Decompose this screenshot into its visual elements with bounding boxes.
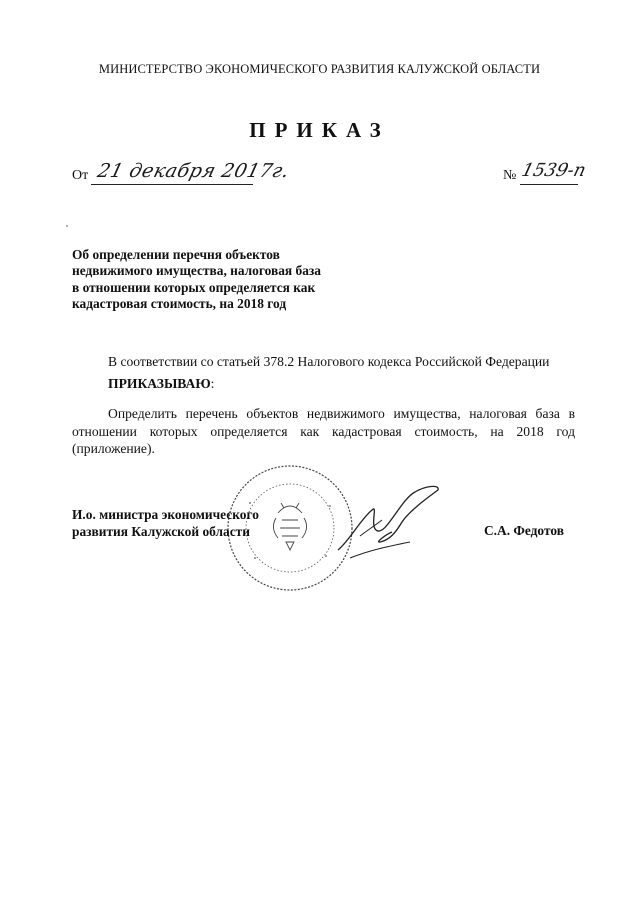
subject-line: недвижимого имущества, налоговая база — [72, 263, 321, 279]
date-prefix: От — [72, 168, 89, 183]
subject-line: в отношении которых определяется как — [72, 279, 316, 295]
order-subject — [72, 247, 372, 312]
handwritten-date: 21 декабря 2017г. — [95, 160, 292, 182]
signature-graphic — [330, 480, 450, 570]
ministry-header: МИНИСТЕРСТВО ЭКОНОМИЧЕСКОГО РАЗВИТИЯ КАЛУЖСКОЙ ОБЛАСТИ — [98, 62, 541, 76]
position-line: И.о. министра экономического — [72, 507, 259, 522]
number-prefix: № — [503, 168, 517, 183]
order-keyword-colon: : — [210, 376, 215, 391]
number-underline — [520, 184, 578, 185]
document-title: ПРИКАЗ — [249, 118, 390, 142]
subject-line: кадастровая стоимость, на 2018 год — [72, 295, 287, 311]
order-paragraph: Определить перечень объектов недвижимого имущества, налоговая база в отношении которых определяется как кадастровая стоимость, на 2018 год (приложение). — [72, 406, 575, 456]
handwritten-number: 1539-п — [519, 160, 589, 181]
signature-scribble — [330, 480, 450, 575]
scan-speck — [66, 225, 68, 227]
signatory-position — [72, 506, 312, 540]
order-keyword-text: ПРИКАЗЫВАЮ — [108, 376, 211, 391]
order-keyword — [108, 376, 214, 392]
subject-line: Об определении перечня объектов — [72, 247, 280, 262]
position-line: развития Калужской области — [72, 524, 250, 539]
legal-basis: В соответствии со статьей 378.2 Налогового кодекса Российской Федерации — [108, 354, 550, 369]
signatory-name: С.А. Федотов — [484, 523, 564, 538]
date-underline — [91, 184, 253, 185]
